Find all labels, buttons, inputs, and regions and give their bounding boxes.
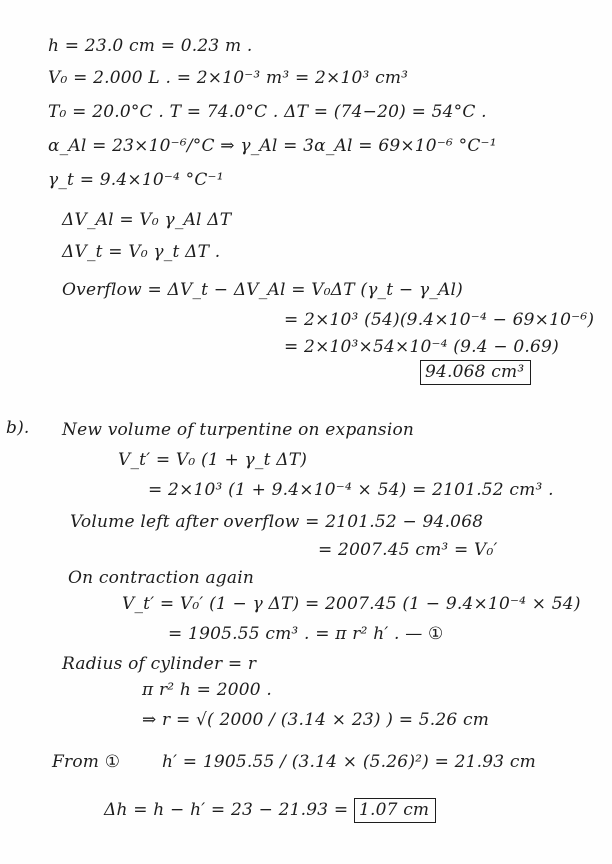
line-a7: ΔV_t = V₀ γ_t ΔT . — [62, 242, 221, 262]
line-b6: On contraction again — [68, 568, 255, 588]
line-b8-wrap — [168, 624, 443, 644]
line-b7: V_t′ = V₀′ (1 − γ ΔT) = 2007.45 (1 − 9.4×10⁻⁴ × 54) — [122, 594, 581, 614]
line-b3: = 2×10³ (1 + 9.4×10⁻⁴ × 54) = 2101.52 cm³ . — [148, 480, 554, 500]
line-a2: V₀ = 2.000 L . = 2×10⁻³ m³ = 2×10³ cm³ — [48, 68, 409, 88]
line-b12-wrap — [52, 752, 120, 772]
answer-a-wrap — [420, 362, 531, 382]
line-b13: h′ = 1905.55 / (3.14 × (5.26)²) = 21.93 cm — [162, 752, 536, 772]
line-a6: ΔV_Al = V₀ γ_Al ΔT — [62, 210, 232, 230]
line-a4: α_Al = 23×10⁻⁶/°C ⇒ γ_Al = 3α_Al = 69×10⁻⁶ °C⁻¹ — [48, 136, 497, 156]
answer-a-box: 94.068 cm³ — [420, 360, 531, 385]
line-b5: = 2007.45 cm³ = V₀′ — [318, 540, 498, 560]
line-a3: T₀ = 20.0°C . T = 74.0°C . ΔT = (74−20) = 54°C . — [48, 102, 487, 122]
part-b-label: b). — [6, 418, 30, 438]
line-b8: = 1905.55 cm³ . = π r² h′ . — — [168, 624, 423, 644]
line-b10: π r² h = 2000 . — [142, 680, 272, 700]
line-a9: = 2×10³ (54)(9.4×10⁻⁴ − 69×10⁻⁶) — [284, 310, 595, 330]
line-b11: ⇒ r = √( 2000 / (3.14 × 23) ) = 5.26 cm — [142, 710, 490, 730]
line-a1: h = 23.0 cm = 0.23 m . — [48, 36, 253, 56]
line-a8: Overflow = ΔV_t − ΔV_Al = V₀ΔT (γ_t − γ_Al) — [62, 280, 463, 300]
line-b12: From — [52, 752, 100, 772]
line-a5: γ_t = 9.4×10⁻⁴ °C⁻¹ — [48, 170, 224, 190]
answer-b-box: 1.07 cm — [354, 798, 436, 823]
line-b1: New volume of turpentine on expansion — [62, 420, 415, 440]
line-b9: Radius of cylinder = r — [62, 654, 257, 674]
line-b4: Volume left after overflow = 2101.52 − 94.068 — [70, 512, 484, 532]
line-b14: Δh = h − h′ = 23 − 21.93 = — [104, 800, 349, 820]
line-a10: = 2×10³×54×10⁻⁴ (9.4 − 0.69) — [284, 337, 559, 357]
line-b2: V_t′ = V₀ (1 + γ_t ΔT) — [118, 450, 308, 470]
equation-marker-ref: ① — [104, 752, 121, 772]
line-b14-wrap — [104, 800, 436, 820]
equation-marker-1: ① — [428, 624, 444, 644]
